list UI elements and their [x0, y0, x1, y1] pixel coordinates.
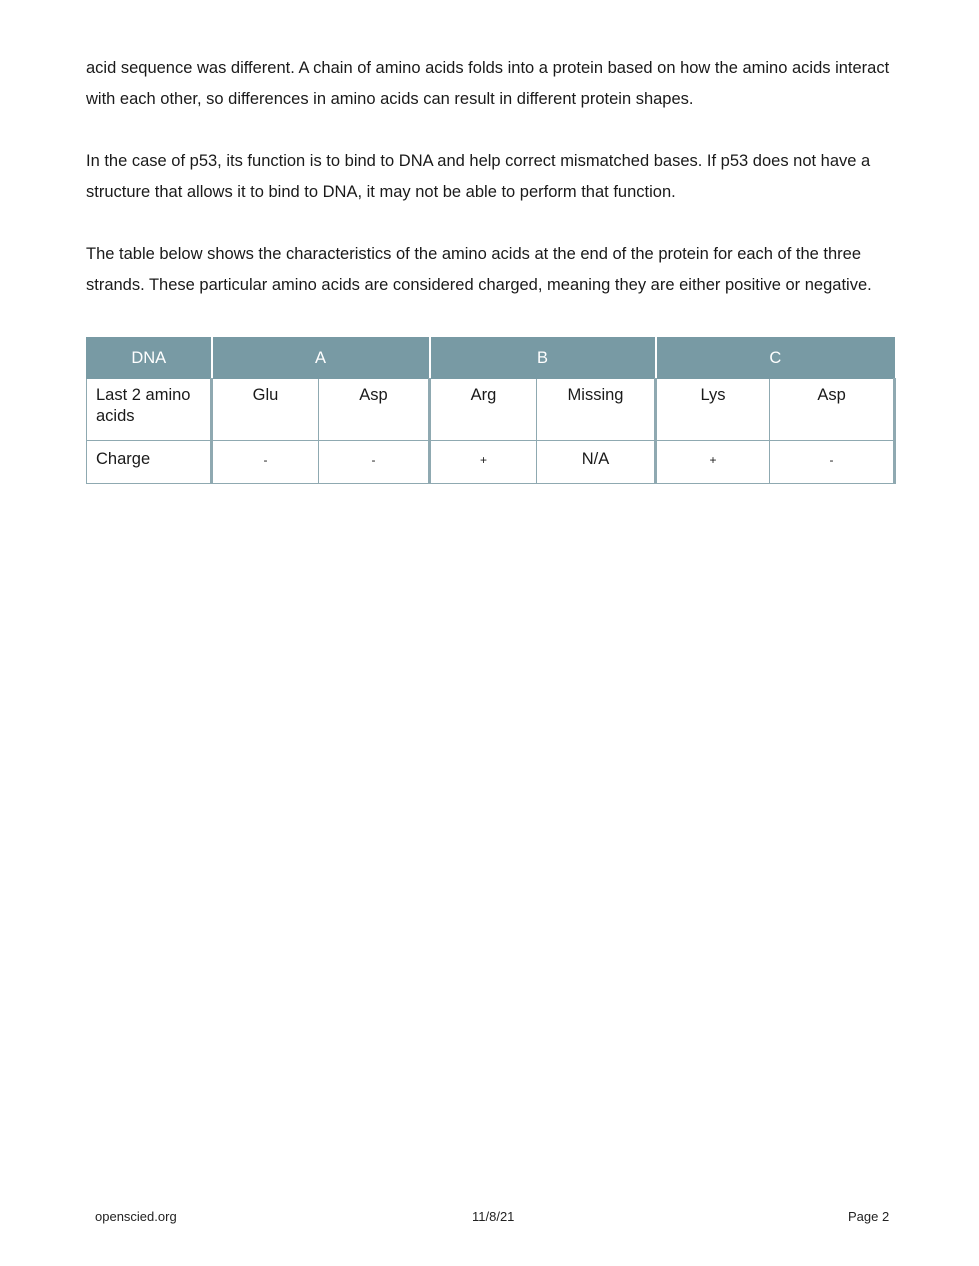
cell-a-1-amino: Glu — [212, 379, 319, 441]
paragraph-p53-function: In the case of p53, its function is to bind to DNA and help correct mismatched bases. If p53 does not have a structure that allows it to bind to DNA, it may not be able to perform that function. — [86, 152, 871, 201]
charge-value: - — [263, 453, 268, 467]
cell-c-1-amino: Lys — [656, 379, 770, 441]
header-dna: DNA — [87, 338, 212, 379]
cell-c-1-charge — [656, 441, 770, 484]
cell-b-2-charge: N/A — [537, 441, 656, 484]
charge-value: + — [480, 453, 488, 467]
charge-value: - — [371, 453, 376, 467]
amino-acid-charge-table — [86, 337, 896, 484]
table-row — [87, 379, 895, 441]
paragraph-table-intro: The table below shows the characteristics of the amino acids at the end of the protein for each of the three strands. These particular amino acids are considered charged, meaning they are either positive or negative. — [86, 245, 872, 294]
paragraph-amino-acid-folding: acid sequence was different. A chain of amino acids folds into a protein based on how the amino acids interact with each other, so differences in amino acids can result in different protein shapes. — [86, 59, 890, 108]
charge-value: - — [829, 453, 834, 467]
cell-a-2-charge — [319, 441, 430, 484]
table-header-row — [87, 338, 895, 379]
footer-page-number: Page 2 — [848, 1209, 890, 1224]
cell-c-2-charge — [770, 441, 895, 484]
cell-a-2-amino: Asp — [319, 379, 430, 441]
body-text — [86, 53, 894, 332]
header-strand-a: A — [212, 338, 430, 379]
cell-a-1-charge — [212, 441, 319, 484]
header-strand-c: C — [656, 338, 895, 379]
cell-b-2-amino: Missing — [537, 379, 656, 441]
charge-value: + — [709, 453, 717, 467]
cell-c-2-amino: Asp — [770, 379, 895, 441]
cell-b-1-amino: Arg — [430, 379, 537, 441]
table-row — [87, 441, 895, 484]
header-strand-b: B — [430, 338, 656, 379]
row-label-amino-acids: Last 2 amino acids — [87, 379, 212, 441]
footer-date: 11/8/21 — [472, 1209, 515, 1224]
row-label-charge: Charge — [87, 441, 212, 484]
cell-b-1-charge — [430, 441, 537, 484]
footer-site: openscied.org — [95, 1209, 177, 1224]
